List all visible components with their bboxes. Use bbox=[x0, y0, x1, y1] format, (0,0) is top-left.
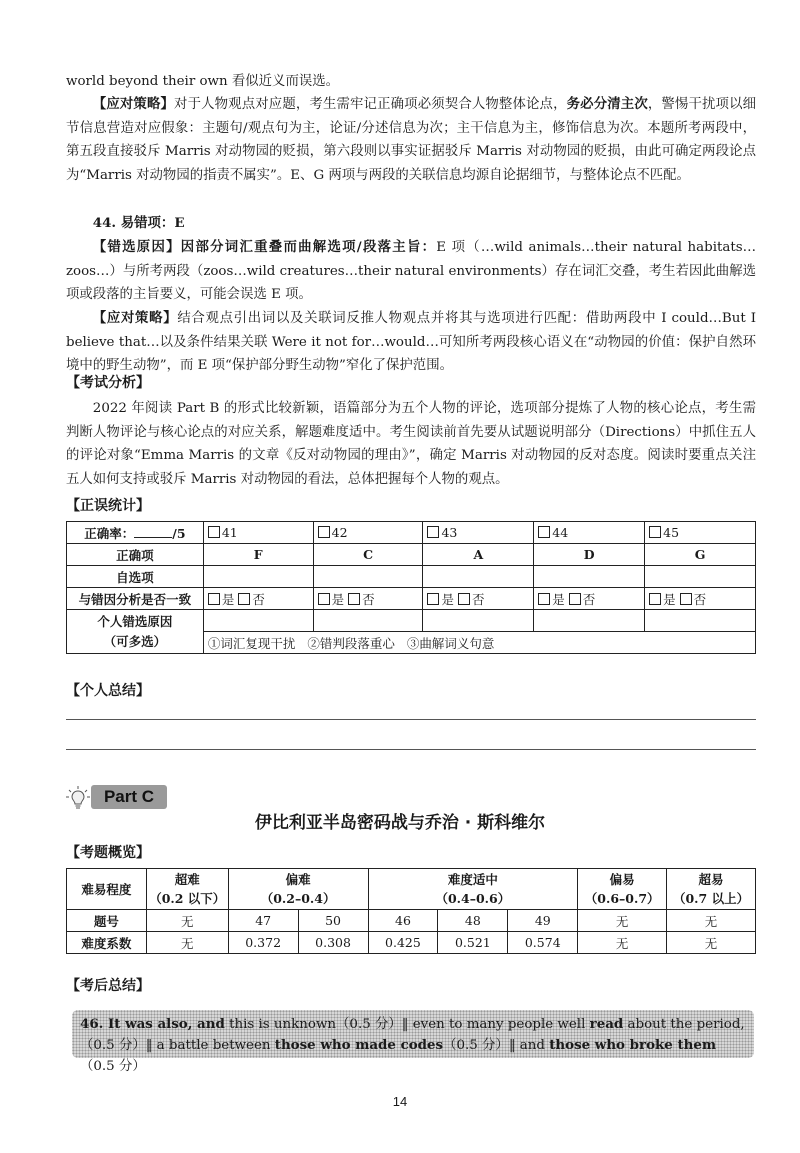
overview-heading: 【考题概览】 bbox=[66, 845, 150, 861]
table-row bbox=[67, 588, 756, 610]
table-row bbox=[67, 932, 756, 954]
correct-answer: F bbox=[203, 544, 313, 566]
page-number: 14 bbox=[392, 1094, 408, 1109]
question-checkbox-45[interactable]: 45 bbox=[645, 522, 756, 544]
reason-cell[interactable] bbox=[423, 610, 534, 632]
part-c-badge: Part C bbox=[91, 785, 167, 809]
exam-analysis-text: 2022 年阅读 Part B 的形式比较新颖，语篇部分为五个人物的评论，选项部分提炼了人物的核心论点，考生需判断人物评论与核心论点的对应关系，解题难度适中。考生阅读前首先要从试题说明部分（Directions）中抓住五人的评论对象“Emma Marris 的文章《反对动物园的理由》”，确定 Marris 对动物园的反对态度。阅读时要重点关注五人如何支持或驳斥 Marris 对动物园的看法，总体把握每个人物的观点。 bbox=[66, 401, 756, 487]
consistency-choice[interactable]: 是 否 bbox=[534, 588, 645, 610]
consistency-choice[interactable]: 是 否 bbox=[203, 588, 313, 610]
difficulty-coefficient: 0.308 bbox=[298, 932, 368, 954]
strategy-text-1: 对于人物观点对应题，考生需牢记正确项必须契合人物整体论点， bbox=[174, 97, 567, 112]
yes-checkbox[interactable] bbox=[318, 593, 330, 605]
question-number: 46 bbox=[368, 910, 438, 932]
no-checkbox[interactable] bbox=[348, 593, 360, 605]
consistency-choice[interactable]: 是 否 bbox=[423, 588, 534, 610]
chosen-cell[interactable] bbox=[203, 566, 313, 588]
strategy2-label: 【应对策略】 bbox=[92, 310, 178, 326]
question-number: 48 bbox=[438, 910, 508, 932]
yes-checkbox[interactable] bbox=[649, 593, 661, 605]
yes-checkbox[interactable] bbox=[208, 593, 220, 605]
reason-cell[interactable] bbox=[313, 610, 423, 632]
coefficient-label: 难度系数 bbox=[67, 932, 147, 954]
summary-line[interactable] bbox=[66, 749, 756, 750]
strategy-label: 【应对策略】 bbox=[92, 96, 175, 112]
section-title: 伊比利亚半岛密码战与乔治 · 斯科维尔 bbox=[254, 813, 546, 833]
cause-label: 【错选原因】 bbox=[92, 239, 181, 255]
sentence-part: （0.5 分） bbox=[80, 1059, 146, 1074]
no-checkbox[interactable] bbox=[569, 593, 581, 605]
chosen-cell[interactable] bbox=[313, 566, 423, 588]
question-number: 49 bbox=[508, 910, 578, 932]
sentence-part: 46. It was also, bbox=[80, 1016, 198, 1032]
sentence-key: and bbox=[197, 1016, 225, 1032]
reason-option: ②错判段落重心 bbox=[307, 635, 395, 651]
reason-cell[interactable] bbox=[203, 610, 313, 632]
sentence-key: read bbox=[589, 1016, 624, 1032]
chosen-cell[interactable] bbox=[645, 566, 756, 588]
difficulty-coefficient: 0.521 bbox=[438, 932, 508, 954]
chosen-cell[interactable] bbox=[423, 566, 534, 588]
sentence-part: about the period,（0.5 分）‖ a battle between bbox=[80, 1017, 745, 1053]
strategy-paragraph-2 bbox=[66, 307, 756, 378]
sentence-key: those who broke them bbox=[549, 1037, 717, 1053]
question-checkbox-44[interactable]: 44 bbox=[534, 522, 645, 544]
exam-analysis-heading: 【考试分析】 bbox=[66, 375, 150, 391]
chosen-label: 自选项 bbox=[67, 566, 204, 588]
sentence-part: （0.5 分）‖ and bbox=[443, 1038, 550, 1053]
cause-bold: 因部分词汇重叠而曲解选项/段落主旨： bbox=[180, 239, 437, 255]
cause-text: E 项（…wild animals…their natural habitats…zoos…）与所考两段（zoos…wild creatures…their natural environments）存在词汇交叠，考生若因此曲解选项或段落的主旨要义，可能会误选 E 项。 bbox=[66, 240, 757, 302]
accuracy-cell: 正确率： /5 bbox=[67, 522, 204, 544]
reason-options bbox=[203, 632, 755, 654]
strategy-text-2: ，警惕干扰项以细节信息营造对应假象：主题句/观点句为主，论证/分述信息为次；主干信息为主，修饰信息为次。本题所考两段中，第五段直接驳斥 Marris 对动物园的贬损，第六段则以事实证据驳斥 Marris 对动物园的贬损，由此可确定两段论点为“Marris 对动物园的指责不属实”。E、G 两项与两段的关联信息均源自论据细节，与整体论点不匹配。 bbox=[66, 97, 757, 183]
question-number: 无 bbox=[578, 910, 667, 932]
consistency-choice[interactable]: 是 否 bbox=[313, 588, 423, 610]
level-cell: 偏难 （0.2–0.4） bbox=[228, 869, 368, 910]
consistent-label: 与错因分析是否一致 bbox=[67, 588, 204, 610]
strategy-bold: 务必分清主次 bbox=[566, 96, 648, 112]
correct-answer: D bbox=[534, 544, 645, 566]
difficulty-coefficient: 0.372 bbox=[228, 932, 298, 954]
reason-cell[interactable] bbox=[645, 610, 756, 632]
table-row bbox=[67, 610, 756, 632]
question-checkbox-43[interactable]: 43 bbox=[423, 522, 534, 544]
difficulty-coefficient: 0.574 bbox=[508, 932, 578, 954]
summary-line[interactable] bbox=[66, 719, 756, 720]
overview-table bbox=[66, 868, 756, 954]
question-number: 无 bbox=[667, 910, 756, 932]
correct-answer: C bbox=[313, 544, 423, 566]
level-cell: 偏易 （0.6–0.7） bbox=[578, 869, 667, 910]
question-number: 47 bbox=[228, 910, 298, 932]
yes-checkbox[interactable] bbox=[538, 593, 550, 605]
sentence-key: those who made codes bbox=[274, 1037, 444, 1053]
reason-cell[interactable] bbox=[534, 610, 645, 632]
level-cell: 超易 （0.7 以上） bbox=[667, 869, 756, 910]
question-checkbox-41[interactable]: 41 bbox=[203, 522, 313, 544]
q44-heading: 44. 易错项：E bbox=[92, 215, 185, 231]
no-checkbox[interactable] bbox=[458, 593, 470, 605]
sentence-analysis-box bbox=[72, 1010, 754, 1074]
strategy2-text: 结合观点引出词以及关联词反推人物观点并将其与选项进行匹配：借助两段中 I could…But I believe that…以及条件结果关联 Were it not for…would…可知所考两段核心语义在“动物园的价值：保护自然环境中的野生动物”，而 E 项“保护部分野生动物”窄化了保护范围。 bbox=[66, 311, 757, 373]
question-number: 50 bbox=[298, 910, 368, 932]
no-checkbox[interactable] bbox=[680, 593, 692, 605]
personal-summary-heading: 【个人总结】 bbox=[66, 683, 150, 699]
table-row bbox=[67, 544, 756, 566]
reason-label: 个人错选原因 （可多选） bbox=[67, 610, 204, 654]
table-row bbox=[67, 566, 756, 588]
strategy-paragraph-1 bbox=[66, 93, 756, 187]
correct-answer: A bbox=[423, 544, 534, 566]
table-row bbox=[67, 869, 756, 910]
question-number: 无 bbox=[146, 910, 228, 932]
level-cell: 超难 （0.2 以下） bbox=[146, 869, 228, 910]
reason-option: ①词汇复现干扰 bbox=[207, 635, 296, 651]
table-row bbox=[67, 910, 756, 932]
correct-label: 正确项 bbox=[67, 544, 204, 566]
table-row bbox=[67, 522, 756, 544]
stats-heading: 【正误统计】 bbox=[66, 498, 150, 514]
difficulty-coefficient: 无 bbox=[578, 932, 667, 954]
cause-paragraph bbox=[66, 236, 756, 307]
post-exam-heading: 【考后总结】 bbox=[66, 978, 150, 994]
difficulty-coefficient: 无 bbox=[667, 932, 756, 954]
no-checkbox[interactable] bbox=[238, 593, 250, 605]
difficulty-coefficient: 0.425 bbox=[368, 932, 438, 954]
difficulty-coefficient: 无 bbox=[146, 932, 228, 954]
carryover-line: world beyond their own 看似近义而误选。 bbox=[66, 74, 340, 89]
question-checkbox-42[interactable]: 42 bbox=[313, 522, 423, 544]
reason-option: ③曲解词义句意 bbox=[406, 635, 495, 651]
correct-answer: G bbox=[645, 544, 756, 566]
chosen-cell[interactable] bbox=[534, 566, 645, 588]
stats-table bbox=[66, 521, 756, 654]
consistency-choice[interactable]: 是 否 bbox=[645, 588, 756, 610]
sentence-part: this is unknown（0.5 分）‖ even to many people well bbox=[224, 1017, 590, 1032]
level-cell: 难度适中 （0.4–0.6） bbox=[368, 869, 578, 910]
yes-checkbox[interactable] bbox=[427, 593, 439, 605]
accuracy-blank[interactable] bbox=[134, 526, 172, 538]
question-label: 题号 bbox=[67, 910, 147, 932]
level-label: 难易程度 bbox=[67, 869, 147, 910]
